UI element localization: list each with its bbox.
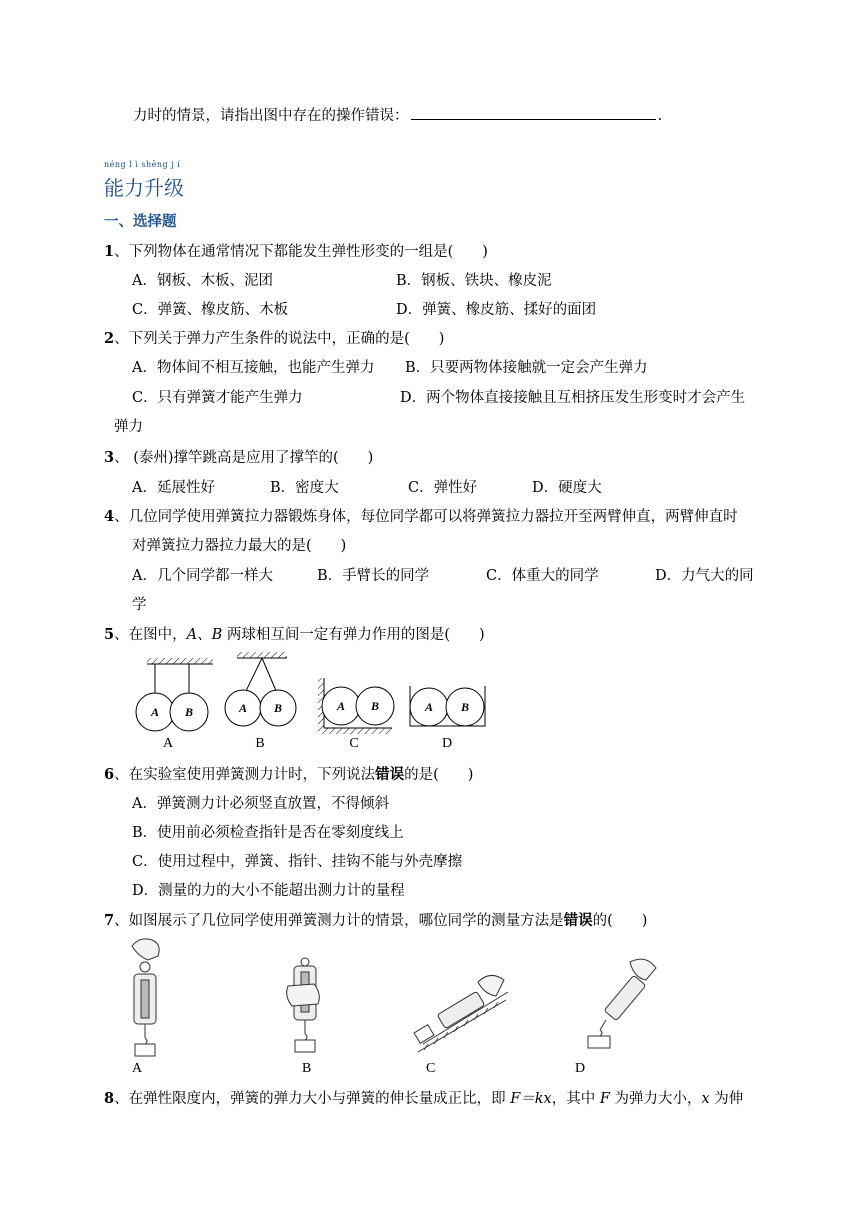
question-3-stem: 3、 (泰州)撑竿跳高是应用了撑竿的( ) xyxy=(104,449,374,466)
question-4-stem: 4、几位同学使用弹簧拉力器锻炼身体，每位同学都可以将弹簧拉力器拉开至两臂伸直，两臂伸直时 xyxy=(104,508,738,525)
q6-option-a[interactable]: A．弹簧测力计必须竖直放置，不得倾斜 xyxy=(132,796,389,812)
svg-text:B: B xyxy=(302,1061,312,1076)
q1-option-b[interactable]: B．钢板、铁块、橡皮泥 xyxy=(396,273,552,289)
q3-option-c[interactable]: C．弹性好 xyxy=(408,480,478,496)
q7-diagram-d xyxy=(588,959,656,1048)
svg-text:C: C xyxy=(349,736,359,751)
q7-diagram-b xyxy=(287,958,320,1052)
svg-text:A: A xyxy=(238,701,248,715)
section-pinyin: néng l ì shēng j í xyxy=(104,160,181,169)
q6-option-d[interactable]: D．测量的力的大小不能超出测力计的量程 xyxy=(132,883,405,899)
q1-option-a[interactable]: A．钢板、木板、泥团 xyxy=(132,273,273,289)
q6-option-b[interactable]: B．使用前必须检查指针是否在零刻度线上 xyxy=(132,825,404,841)
question-1-stem: 1、下列物体在通常情况下都能发生弹性形变的一组是( ) xyxy=(104,243,488,260)
svg-text:A: A xyxy=(336,699,346,713)
q3-option-a[interactable]: A．延展性好 xyxy=(132,480,215,496)
q2-option-d-cont: 弹力 xyxy=(114,419,143,435)
q5-diagram-c xyxy=(318,678,394,751)
answer-blank[interactable] xyxy=(411,105,656,120)
q2-option-c[interactable]: C．只有弹簧才能产生弹力 xyxy=(132,390,303,406)
q3-option-d[interactable]: D．硬度大 xyxy=(532,480,602,496)
q5-diagram-d xyxy=(410,686,485,751)
svg-text:A: A xyxy=(162,736,174,751)
q5-diagram-b xyxy=(225,652,296,751)
svg-text:B: B xyxy=(255,736,265,751)
question-7-stem: 7、如图展示了几位同学使用弹簧测力计的情景，哪位同学的测量方法是错误的( ) xyxy=(104,912,648,929)
q4-option-d-cont: 学 xyxy=(132,597,147,613)
section-subtitle: 一、选择题 xyxy=(104,213,177,230)
svg-text:B: B xyxy=(370,699,380,713)
section-title: 能力升级 xyxy=(104,176,184,200)
q4-option-a[interactable]: A．几个同学都一样大 xyxy=(132,568,273,584)
q4-option-d[interactable]: D．力气大的同 xyxy=(655,568,754,584)
q2-option-d[interactable]: D．两个物体直接接触且互相挤压发生形变时才会产生 xyxy=(400,390,746,406)
q1-option-d[interactable]: D．弹簧、橡皮筋、揉好的面团 xyxy=(396,302,597,318)
svg-text:C: C xyxy=(426,1061,436,1076)
svg-text:A: A xyxy=(424,700,434,714)
question-6-stem: 6、在实验室使用弹簧测力计时，下列说法错误的是( ) xyxy=(104,766,474,783)
q5-figure xyxy=(125,648,495,753)
question-4-stem-cont: 对弹簧拉力器拉力最大的是( ) xyxy=(132,538,347,554)
question-5-stem: 5、在图中，A、B 两球相互间一定有弹力作用的图是( ) xyxy=(104,626,485,643)
svg-text:B: B xyxy=(460,700,470,714)
intro-text: 力时的情景，请指出图中存在的操作错误： xyxy=(133,108,409,124)
intro-line: 力时的情景，请指出图中存在的操作错误： . xyxy=(133,104,662,125)
svg-text:A: A xyxy=(132,1061,143,1076)
q1-option-c[interactable]: C．弹簧、橡皮筋、木板 xyxy=(132,302,289,318)
q7-figure xyxy=(118,934,678,1076)
q4-option-b[interactable]: B．手臂长的同学 xyxy=(317,568,430,584)
q4-option-c[interactable]: C．体重大的同学 xyxy=(486,568,599,584)
q5-diagram-a xyxy=(136,658,213,751)
q2-option-a[interactable]: A．物体间不相互接触，也能产生弹力 xyxy=(132,360,375,376)
q3-option-b[interactable]: B．密度大 xyxy=(270,480,339,496)
question-2-stem: 2、下列关于弹力产生条件的说法中，正确的是( ) xyxy=(104,330,445,347)
svg-text:D: D xyxy=(441,736,453,751)
svg-text:A: A xyxy=(150,705,160,719)
q7-diagram-a xyxy=(132,939,159,1056)
q6-option-c[interactable]: C．使用过程中，弹簧、指针、挂钩不能与外壳摩擦 xyxy=(132,854,463,870)
svg-text:D: D xyxy=(575,1061,586,1076)
svg-text:B: B xyxy=(273,701,283,715)
q7-diagram-c xyxy=(414,975,508,1052)
question-8-stem: 8、在弹性限度内，弹簧的弹力大小与弹簧的伸长量成正比，即 F＝kx，其中 F 为弹力大小，x 为伸 xyxy=(104,1090,744,1107)
q2-option-b[interactable]: B．只要两物体接触就一定会产生弹力 xyxy=(405,360,648,376)
svg-text:B: B xyxy=(184,705,194,719)
